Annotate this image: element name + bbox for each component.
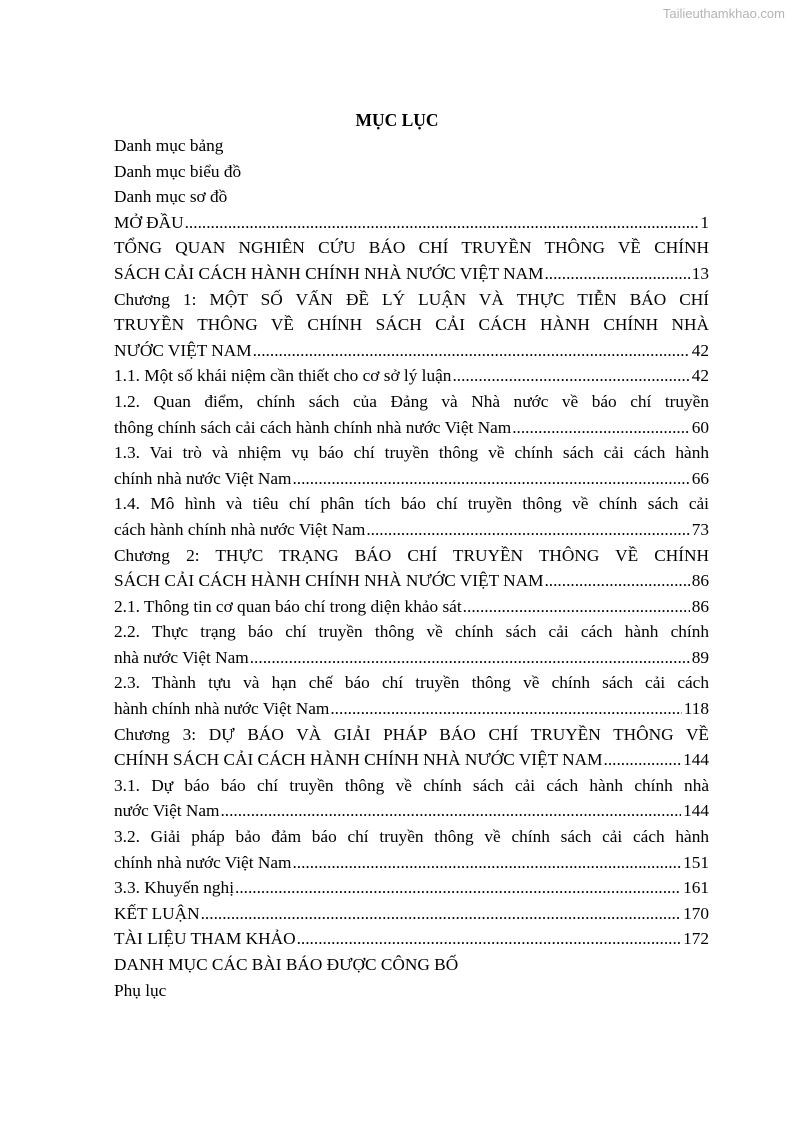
toc-entry-text: chính nhà nước Việt Nam: [114, 468, 292, 488]
toc-entry: [114, 210, 709, 236]
toc-entry-line: 1.3. Vai trò và nhiệm vụ báo chí truyền thông về chính sách cải cách hành: [114, 443, 709, 463]
toc-entry-last-line: [114, 466, 709, 492]
toc-entry-line: 3.2. Giải pháp bảo đảm báo chí truyền thông về chính sách cải cách hành: [114, 827, 709, 847]
toc-entry: [114, 287, 709, 364]
toc-entry-last-line: [114, 415, 709, 441]
table-of-contents: [114, 133, 709, 1003]
page-title: MỤC LỤC: [355, 110, 439, 130]
toc-entry-line: 1.4. Mô hình và tiêu chí phân tích báo chí truyền thông về chính sách cải: [114, 494, 709, 514]
dot-leader: [184, 210, 699, 236]
toc-entry: [114, 491, 709, 542]
page-number: 170: [683, 903, 709, 923]
dot-leader: [291, 850, 681, 876]
toc-entry-text: 1.1. Một số khái niệm cần thiết cho cơ sở lý luận: [114, 366, 452, 386]
dot-leader: [451, 363, 689, 389]
toc-entry-last-line: [114, 261, 709, 287]
page-number: 13: [691, 263, 709, 283]
toc-entry-text: SÁCH CẢI CÁCH HÀNH CHÍNH NHÀ NƯỚC VIỆT NAM: [114, 263, 544, 283]
page-number: 151: [683, 852, 709, 872]
toc-entry-last-line: [114, 338, 709, 364]
toc-entry-line: 2.2. Thực trạng báo chí truyền thông về chính sách cải cách hành chính: [114, 622, 709, 642]
toc-item: Phụ lục: [114, 980, 167, 1000]
page-number: 172: [683, 929, 709, 949]
page-number: 89: [691, 647, 709, 667]
toc-entry: [114, 875, 709, 901]
toc-entry: [114, 619, 709, 670]
toc-entry: [114, 440, 709, 491]
toc-entry-text: CHÍNH SÁCH CẢI CÁCH HÀNH CHÍNH NHÀ NƯỚC VIỆT NAM: [114, 750, 603, 770]
dot-leader: [234, 875, 681, 901]
toc-entry-last-line: [114, 363, 709, 389]
pre-items: [114, 133, 709, 210]
toc-entry-line: Chương 3: DỰ BÁO VÀ GIẢI PHÁP BÁO CHÍ TRUYỀN THÔNG VỀ: [114, 724, 709, 744]
dot-leader: [296, 926, 681, 952]
toc-entry-text: 3.3. Khuyến nghị: [114, 878, 234, 898]
dot-leader: [219, 798, 681, 824]
dot-leader: [603, 747, 682, 773]
toc-entry-text: NƯỚC VIỆT NAM: [114, 340, 252, 360]
page-number: 161: [683, 878, 709, 898]
dot-leader: [249, 645, 690, 671]
toc-entry-last-line: [114, 594, 709, 620]
toc-entry-last-line: [114, 696, 709, 722]
toc-entry-text: KẾT LUẬN: [114, 903, 200, 923]
toc-entry: [114, 594, 709, 620]
toc-entry-text: 2.1. Thông tin cơ quan báo chí trong diện khảo sát: [114, 596, 462, 616]
page-number: 144: [683, 801, 709, 821]
dot-leader: [543, 568, 689, 594]
toc-entry-last-line: [114, 901, 709, 927]
page-number: 86: [691, 596, 709, 616]
toc-entries: [114, 210, 709, 952]
toc-entry-last-line: [114, 568, 709, 594]
dot-leader: [329, 696, 681, 722]
toc-item: Danh mục sơ đồ: [114, 187, 228, 207]
page-number: 66: [691, 468, 709, 488]
page-number: 1: [700, 212, 709, 232]
toc-entry-text: hành chính nhà nước Việt Nam: [114, 699, 330, 719]
toc-entry-text: MỞ ĐẦU: [114, 212, 184, 232]
toc-item: DANH MỤC CÁC BÀI BÁO ĐƯỢC CÔNG BỐ: [114, 955, 459, 974]
dot-leader: [252, 338, 690, 364]
toc-entry-last-line: [114, 850, 709, 876]
toc-entry-last-line: [114, 926, 709, 952]
toc-entry-last-line: [114, 517, 709, 543]
toc-entry-text: TÀI LIỆU THAM KHẢO: [114, 929, 296, 949]
toc-entry: [114, 670, 709, 721]
toc-entry-line: 1.2. Quan điểm, chính sách của Đảng và Nhà nước về báo chí truyền: [114, 391, 709, 411]
post-items: [114, 952, 709, 1003]
watermark: Tailieuthamkhao.com: [662, 6, 785, 21]
dot-leader: [291, 466, 689, 492]
toc-entry-last-line: [114, 645, 709, 671]
toc-entry: [114, 389, 709, 440]
toc-entry-last-line: [114, 210, 709, 236]
toc-entry: [114, 926, 709, 952]
toc-entry-line: Chương 1: MỘT SỐ VẤN ĐỀ LÝ LUẬN VÀ THỰC TIỄN BÁO CHÍ: [114, 289, 709, 309]
toc-entry-text: cách hành chính nhà nước Việt Nam: [114, 519, 366, 539]
toc-entry-text: nhà nước Việt Nam: [114, 647, 249, 667]
toc-entry-line: Chương 2: THỰC TRẠNG BÁO CHÍ TRUYỀN THÔNG VỀ CHÍNH: [114, 545, 709, 565]
toc-entry: [114, 363, 709, 389]
toc-entry: [114, 901, 709, 927]
toc-entry-line: TỔNG QUAN NGHIÊN CỨU BÁO CHÍ TRUYỀN THÔNG VỀ CHÍNH: [114, 238, 709, 258]
toc-item: Danh mục biểu đồ: [114, 161, 242, 181]
page-number: 86: [691, 571, 709, 591]
toc-entry-text: SÁCH CẢI CÁCH HÀNH CHÍNH NHÀ NƯỚC VIỆT NAM: [114, 571, 544, 591]
page-number: 73: [691, 519, 709, 539]
dot-leader: [365, 517, 689, 543]
dot-leader: [462, 594, 690, 620]
toc-entry-line: 2.3. Thành tựu và hạn chế báo chí truyền thông về chính sách cải cách: [114, 673, 709, 693]
dot-leader: [511, 415, 690, 441]
toc-entry: [114, 722, 709, 773]
toc-entry-text: thông chính sách cải cách hành chính nhà nước Việt Nam: [114, 417, 512, 437]
page-number: 60: [691, 417, 709, 437]
toc-entry: [114, 773, 709, 824]
toc-entry-text: chính nhà nước Việt Nam: [114, 852, 292, 872]
toc-entry: [114, 543, 709, 594]
toc-entry-text: nước Việt Nam: [114, 801, 220, 821]
page-number: 42: [691, 340, 709, 360]
toc-entry-last-line: [114, 747, 709, 773]
toc-entry-line: 3.1. Dự báo báo chí truyền thông về chính sách cải cách hành chính nhà: [114, 775, 709, 795]
toc-item: Danh mục bảng: [114, 136, 224, 155]
toc-entry-last-line: [114, 875, 709, 901]
page-number: 144: [683, 750, 709, 770]
dot-leader: [200, 901, 681, 927]
page-number: 118: [683, 699, 709, 719]
toc-entry: [114, 824, 709, 875]
dot-leader: [543, 261, 689, 287]
toc-entry: [114, 235, 709, 286]
toc-entry-last-line: [114, 798, 709, 824]
page-number: 42: [691, 366, 709, 386]
toc-entry-line: TRUYỀN THÔNG VỀ CHÍNH SÁCH CẢI CÁCH HÀNH CHÍNH NHÀ: [114, 315, 709, 335]
